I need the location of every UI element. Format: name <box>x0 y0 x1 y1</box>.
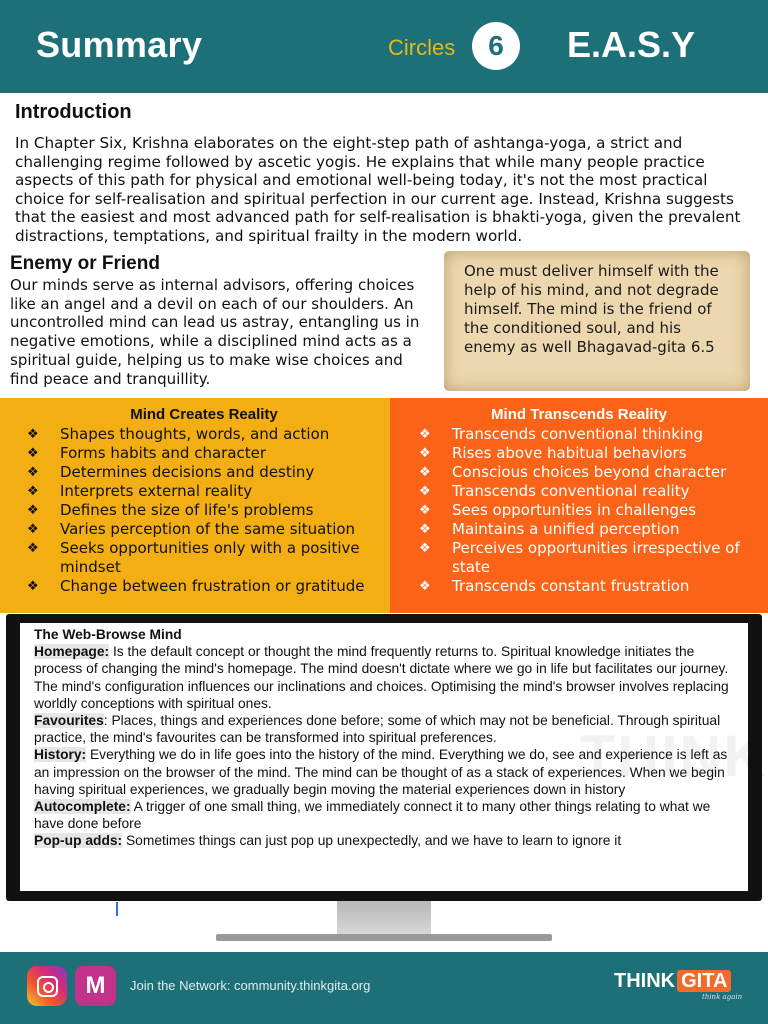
list-item-text: Transcends conventional thinking <box>452 425 704 443</box>
diamond-bullet-icon: ❖ <box>419 427 431 442</box>
diamond-bullet-icon: ❖ <box>419 465 431 480</box>
list-item <box>27 444 377 463</box>
entry-history <box>34 746 739 798</box>
enemy-friend-text: Our minds serve as internal advisors, offering choices like an angel and a devil on each of our shoulders. An uncontrolled mind can lead us astray, entangling us in negative emotions, while a disciplined mind acts as a spiritual guide, helping us to make wise choices and find peace and tranquillity. <box>10 276 420 388</box>
diamond-bullet-icon: ❖ <box>419 522 431 537</box>
diamond-bullet-icon: ❖ <box>27 465 39 480</box>
join-network-link[interactable]: Join the Network: community.thinkgita.org <box>130 978 371 993</box>
list-item <box>27 577 377 596</box>
monitor-stand <box>337 901 431 935</box>
diamond-bullet-icon: ❖ <box>419 503 431 518</box>
introduction-heading: Introduction <box>15 101 132 123</box>
entry-text: Everything we do in life goes into the history of the mind. Everything we do, see and experience is left as an impression on the browser of the mind. The mind can be thought of as a stack of experiences. When we begin having spiritual experiences, we gradually begin moving the material experiences down in history <box>34 747 728 797</box>
diamond-bullet-icon: ❖ <box>27 541 39 556</box>
diamond-bullet-icon: ❖ <box>27 579 39 594</box>
mind-creates-panel <box>0 398 390 613</box>
mind-creates-title: Mind Creates Reality <box>130 406 278 423</box>
list-item <box>419 482 759 501</box>
enemy-friend-heading: Enemy or Friend <box>10 253 160 274</box>
entry-label: Pop-up adds: <box>34 833 123 849</box>
entry-autocomplete <box>34 798 739 832</box>
list-item <box>27 482 377 501</box>
list-item <box>27 539 377 577</box>
quote-scroll <box>444 251 750 391</box>
entry-homepage <box>34 643 739 712</box>
entry-favourites <box>34 712 739 746</box>
diamond-bullet-icon: ❖ <box>419 484 431 499</box>
list-item <box>419 520 759 539</box>
web-browse-title: The Web-Browse Mind <box>34 627 182 642</box>
monitor-frame <box>6 614 768 901</box>
monitor-screen <box>20 623 768 891</box>
list-item <box>419 501 759 520</box>
entry-text: Sometimes things can just pop up unexpectedly, and we have to learn to ignore it <box>122 833 622 849</box>
entry-label: Homepage: <box>34 644 110 660</box>
instagram-icon[interactable] <box>27 966 67 1006</box>
list-item <box>419 444 759 463</box>
list-item-text: Transcends constant frustration <box>452 577 690 595</box>
list-item-text: Change between frustration or gratitude <box>60 577 365 595</box>
list-item-text: Perceives opportunities irrespective of state <box>452 539 740 576</box>
diamond-bullet-icon: ❖ <box>27 522 39 537</box>
m-network-icon[interactable]: M <box>75 966 116 1006</box>
diamond-bullet-icon: ❖ <box>419 579 431 594</box>
list-item <box>27 520 377 539</box>
list-item-text: Determines decisions and destiny <box>60 463 315 481</box>
mind-creates-list <box>27 425 377 596</box>
list-item-text: Forms habits and character <box>60 444 267 462</box>
list-item <box>27 463 377 482</box>
list-item-text: Sees opportunities in challenges <box>452 501 697 519</box>
list-item-text: Varies perception of the same situation <box>60 520 356 538</box>
monitor-base <box>216 934 552 941</box>
list-item-text: Seeks opportunities only with a positive mindset <box>60 539 360 576</box>
diamond-bullet-icon: ❖ <box>27 484 39 499</box>
circles-label: Circles <box>388 35 456 60</box>
gita-quote: One must deliver himself with the help of his mind, and not degrade himself. The mind is the friend of the conditioned soul, and his enemy as well Bhagavad-gita 6.5 <box>464 262 719 356</box>
web-browse-content <box>34 626 739 850</box>
logo-think: THINK <box>614 970 676 992</box>
mind-transcends-panel <box>390 398 768 613</box>
introduction-text: In Chapter Six, Krishna elaborates on the eight-step path of ashtanga-yoga, a strict and challenging regime followed by ascetic yogis. He explains that while many people practice aspects of this path for physical and emotional well-being today, it's not the most practical choice for self-realisation and spiritual perfection in our current age. Instead, Krishna suggests that the easiest and most advanced path for self-realisation is bhakti-yoga, given the prevalent distractions, temptations, and spiritual frailty in the modern world. <box>15 134 741 245</box>
list-item-text: Defines the size of life's problems <box>60 501 314 519</box>
entry-label: History: <box>34 747 87 763</box>
diamond-bullet-icon: ❖ <box>27 503 39 518</box>
diamond-bullet-icon: ❖ <box>27 427 39 442</box>
list-item <box>419 425 759 444</box>
diamond-bullet-icon: ❖ <box>419 446 431 461</box>
think-watermark: THINK <box>580 724 768 789</box>
diamond-bullet-icon: ❖ <box>27 446 39 461</box>
entry-text: A trigger of one small thing, we immediately connect it to many other things relating to what we have done before <box>34 799 711 832</box>
list-item <box>419 463 759 482</box>
diamond-bullet-icon: ❖ <box>419 541 431 556</box>
list-item <box>27 501 377 520</box>
entry-text: Is the default concept or thought the mind frequently returns to. Spiritual knowledge initiates the process of changing the mind's homepage. The mind doesn't dictate where we go in life but facilitates our journey. The mind's configuration influences our inclinations and choices. Optimising the mind's browser involves replacing worldly conceptions with spiritual ones. <box>34 644 729 711</box>
list-item-text: Interprets external reality <box>60 482 253 500</box>
circle-number-badge: 6 <box>472 22 520 70</box>
entry-text: : Places, things and experiences done before; some of which may not be beneficial. Through spiritual practice, the mind's favourites can be transformed into spiritual preferences. <box>34 713 721 746</box>
text-cursor <box>116 902 118 916</box>
list-item <box>27 425 377 444</box>
list-item-text: Maintains a unified perception <box>452 520 680 538</box>
mind-transcends-title: Mind Transcends Reality <box>491 406 667 423</box>
entry-label: Favourites <box>34 713 104 729</box>
mind-transcends-list <box>419 425 759 596</box>
list-item-text: Shapes thoughts, words, and action <box>60 425 330 443</box>
list-item-text: Rises above habitual behaviors <box>452 444 687 462</box>
entry-popup-adds <box>34 832 739 849</box>
list-item <box>419 539 759 577</box>
thinkgita-logo <box>614 970 731 993</box>
entry-label: Autocomplete: <box>34 799 131 815</box>
list-item-text: Transcends conventional reality <box>452 482 690 500</box>
list-item-text: Conscious choices beyond character <box>452 463 727 481</box>
page-title: Summary <box>36 24 203 65</box>
logo-tagline: think again <box>702 993 743 1001</box>
instagram-glyph <box>37 976 58 997</box>
list-item <box>419 577 759 596</box>
level-label: E.A.S.Y <box>567 24 696 65</box>
logo-gita: GITA <box>677 970 731 992</box>
